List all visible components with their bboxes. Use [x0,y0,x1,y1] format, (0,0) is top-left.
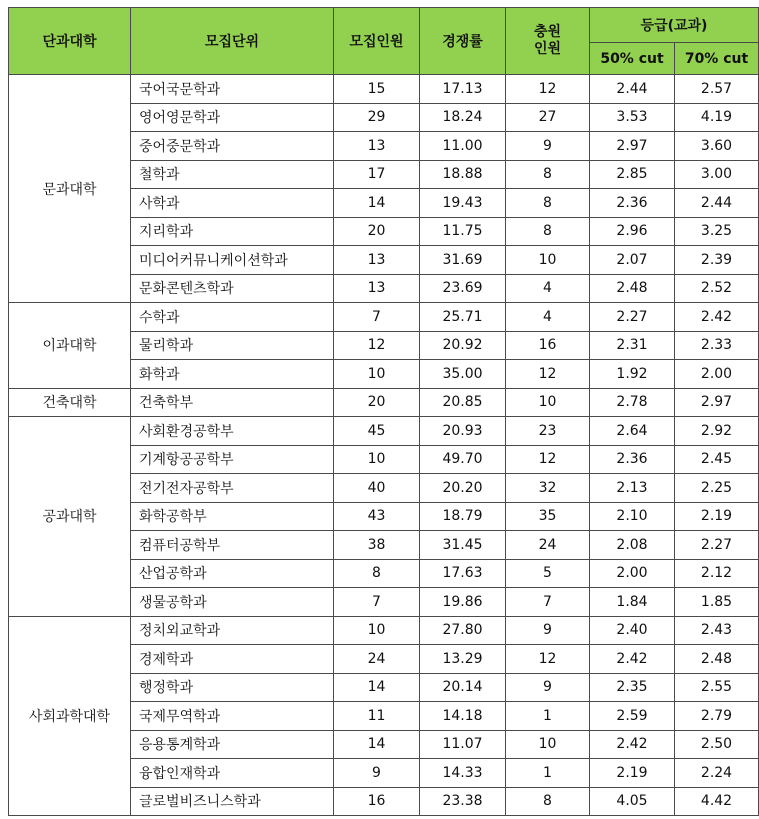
unit-cell: 경제학과 [131,645,334,674]
cut50-cell: 2.78 [590,388,675,417]
cut70-cell: 2.48 [675,645,759,674]
unit-cell: 영어영문학과 [131,103,334,132]
cut50-cell: 2.42 [590,645,675,674]
cut50-cell: 2.27 [590,303,675,332]
quota-cell: 14 [334,189,420,218]
extra-cell: 12 [506,360,590,389]
competition-cell: 31.45 [420,531,506,560]
extra-cell: 7 [506,588,590,617]
admissions-table-container [8,7,759,816]
cut70-cell: 2.33 [675,331,759,360]
cut70-cell: 2.12 [675,559,759,588]
college-cell: 건축대학 [9,388,131,417]
cut50-cell: 1.92 [590,360,675,389]
header-extra-line2: 인원 [533,41,562,57]
extra-cell: 8 [506,189,590,218]
unit-cell: 미디어커뮤니케이션학과 [131,246,334,275]
competition-cell: 17.13 [420,75,506,104]
extra-cell: 9 [506,616,590,645]
unit-cell: 응용통계학과 [131,730,334,759]
quota-cell: 43 [334,502,420,531]
cut70-cell: 2.44 [675,189,759,218]
quota-cell: 10 [334,445,420,474]
quota-cell: 38 [334,531,420,560]
college-cell: 문과대학 [9,75,131,303]
quota-cell: 17 [334,160,420,189]
unit-cell: 문화콘텐츠학과 [131,274,334,303]
quota-cell: 7 [334,303,420,332]
unit-cell: 화학공학부 [131,502,334,531]
header-extra-line1: 충원 [533,24,562,40]
unit-cell: 사회환경공학부 [131,417,334,446]
extra-cell: 1 [506,702,590,731]
unit-cell: 융합인재학과 [131,759,334,788]
cut70-cell: 4.19 [675,103,759,132]
cut50-cell: 2.40 [590,616,675,645]
cut70-cell: 2.45 [675,445,759,474]
extra-cell: 12 [506,645,590,674]
competition-cell: 19.86 [420,588,506,617]
extra-cell: 8 [506,217,590,246]
extra-cell: 23 [506,417,590,446]
quota-cell: 24 [334,645,420,674]
header-college: 단과대학 [9,8,131,75]
cut50-cell: 2.85 [590,160,675,189]
extra-cell: 5 [506,559,590,588]
cut50-cell: 2.35 [590,673,675,702]
header-competition: 경쟁률 [420,8,506,75]
cut70-cell: 2.50 [675,730,759,759]
college-cell: 사회과학대학 [9,616,131,816]
cut70-cell: 3.00 [675,160,759,189]
cut50-cell: 2.44 [590,75,675,104]
quota-cell: 14 [334,673,420,702]
competition-cell: 20.20 [420,474,506,503]
quota-cell: 13 [334,246,420,275]
cut50-cell: 2.00 [590,559,675,588]
quota-cell: 10 [334,616,420,645]
cut70-cell: 2.25 [675,474,759,503]
cut70-cell: 2.27 [675,531,759,560]
quota-cell: 7 [334,588,420,617]
competition-cell: 31.69 [420,246,506,275]
quota-cell: 15 [334,75,420,104]
extra-cell: 32 [506,474,590,503]
cut70-cell: 2.24 [675,759,759,788]
quota-cell: 20 [334,217,420,246]
unit-cell: 중어중문학과 [131,132,334,161]
cut50-cell: 2.59 [590,702,675,731]
competition-cell: 13.29 [420,645,506,674]
extra-cell: 4 [506,274,590,303]
header-cut70: 70% cut [675,43,759,75]
competition-cell: 20.14 [420,673,506,702]
unit-cell: 글로벌비즈니스학과 [131,787,334,816]
extra-cell: 9 [506,132,590,161]
extra-cell: 27 [506,103,590,132]
cut50-cell: 3.53 [590,103,675,132]
table-row [9,616,759,645]
quota-cell: 45 [334,417,420,446]
extra-cell: 9 [506,673,590,702]
unit-cell: 기계항공공학부 [131,445,334,474]
unit-cell: 산업공학과 [131,559,334,588]
table-row [9,388,759,417]
unit-cell: 생물공학과 [131,588,334,617]
cut70-cell: 2.52 [675,274,759,303]
extra-cell: 16 [506,331,590,360]
cut70-cell: 2.43 [675,616,759,645]
quota-cell: 40 [334,474,420,503]
quota-cell: 14 [334,730,420,759]
unit-cell: 수학과 [131,303,334,332]
extra-cell: 24 [506,531,590,560]
header-cut50: 50% cut [590,43,675,75]
extra-cell: 12 [506,445,590,474]
unit-cell: 지리학과 [131,217,334,246]
quota-cell: 12 [334,331,420,360]
extra-cell: 4 [506,303,590,332]
competition-cell: 27.80 [420,616,506,645]
cut50-cell: 2.42 [590,730,675,759]
extra-cell: 10 [506,388,590,417]
cut50-cell: 2.07 [590,246,675,275]
unit-cell: 건축학부 [131,388,334,417]
cut70-cell: 2.57 [675,75,759,104]
college-cell: 공과대학 [9,417,131,617]
quota-cell: 13 [334,132,420,161]
unit-cell: 물리학과 [131,331,334,360]
cut50-cell: 2.48 [590,274,675,303]
competition-cell: 14.33 [420,759,506,788]
competition-cell: 18.24 [420,103,506,132]
cut70-cell: 2.97 [675,388,759,417]
competition-cell: 49.70 [420,445,506,474]
cut50-cell: 2.13 [590,474,675,503]
table-header [9,8,759,75]
cut50-cell: 2.36 [590,189,675,218]
cut50-cell: 1.84 [590,588,675,617]
cut70-cell: 2.92 [675,417,759,446]
quota-cell: 20 [334,388,420,417]
cut70-cell: 3.60 [675,132,759,161]
unit-cell: 정치외교학과 [131,616,334,645]
unit-cell: 화학과 [131,360,334,389]
competition-cell: 20.92 [420,331,506,360]
quota-cell: 11 [334,702,420,731]
cut50-cell: 2.10 [590,502,675,531]
table-row [9,417,759,446]
competition-cell: 35.00 [420,360,506,389]
admissions-table [8,7,759,816]
header-quota: 모집인원 [334,8,420,75]
cut70-cell: 2.39 [675,246,759,275]
unit-cell: 철학과 [131,160,334,189]
quota-cell: 29 [334,103,420,132]
quota-cell: 9 [334,759,420,788]
competition-cell: 20.85 [420,388,506,417]
cut70-cell: 2.55 [675,673,759,702]
competition-cell: 23.38 [420,787,506,816]
cut50-cell: 2.31 [590,331,675,360]
competition-cell: 25.71 [420,303,506,332]
cut50-cell: 2.97 [590,132,675,161]
header-extra [506,8,590,75]
header-unit: 모집단위 [131,8,334,75]
unit-cell: 전기전자공학부 [131,474,334,503]
cut70-cell: 2.19 [675,502,759,531]
unit-cell: 국제무역학과 [131,702,334,731]
quota-cell: 8 [334,559,420,588]
cut70-cell: 2.42 [675,303,759,332]
competition-cell: 20.93 [420,417,506,446]
extra-cell: 35 [506,502,590,531]
quota-cell: 13 [334,274,420,303]
competition-cell: 14.18 [420,702,506,731]
competition-cell: 18.88 [420,160,506,189]
table-row [9,75,759,104]
cut70-cell: 1.85 [675,588,759,617]
quota-cell: 16 [334,787,420,816]
unit-cell: 사학과 [131,189,334,218]
cut50-cell: 2.96 [590,217,675,246]
competition-cell: 11.00 [420,132,506,161]
cut50-cell: 2.19 [590,759,675,788]
extra-cell: 12 [506,75,590,104]
college-cell: 이과대학 [9,303,131,389]
cut50-cell: 4.05 [590,787,675,816]
extra-cell: 1 [506,759,590,788]
competition-cell: 19.43 [420,189,506,218]
extra-cell: 10 [506,730,590,759]
cut70-cell: 2.79 [675,702,759,731]
unit-cell: 국어국문학과 [131,75,334,104]
cut50-cell: 2.08 [590,531,675,560]
cut50-cell: 2.36 [590,445,675,474]
header-grade: 등급(교과) [590,8,759,43]
competition-cell: 23.69 [420,274,506,303]
cut70-cell: 3.25 [675,217,759,246]
table-row [9,303,759,332]
cut50-cell: 2.64 [590,417,675,446]
cut70-cell: 4.42 [675,787,759,816]
competition-cell: 17.63 [420,559,506,588]
extra-cell: 10 [506,246,590,275]
unit-cell: 행정학과 [131,673,334,702]
extra-cell: 8 [506,160,590,189]
unit-cell: 컴퓨터공학부 [131,531,334,560]
competition-cell: 11.75 [420,217,506,246]
table-body [9,75,759,816]
cut70-cell: 2.00 [675,360,759,389]
competition-cell: 18.79 [420,502,506,531]
extra-cell: 8 [506,787,590,816]
competition-cell: 11.07 [420,730,506,759]
quota-cell: 10 [334,360,420,389]
